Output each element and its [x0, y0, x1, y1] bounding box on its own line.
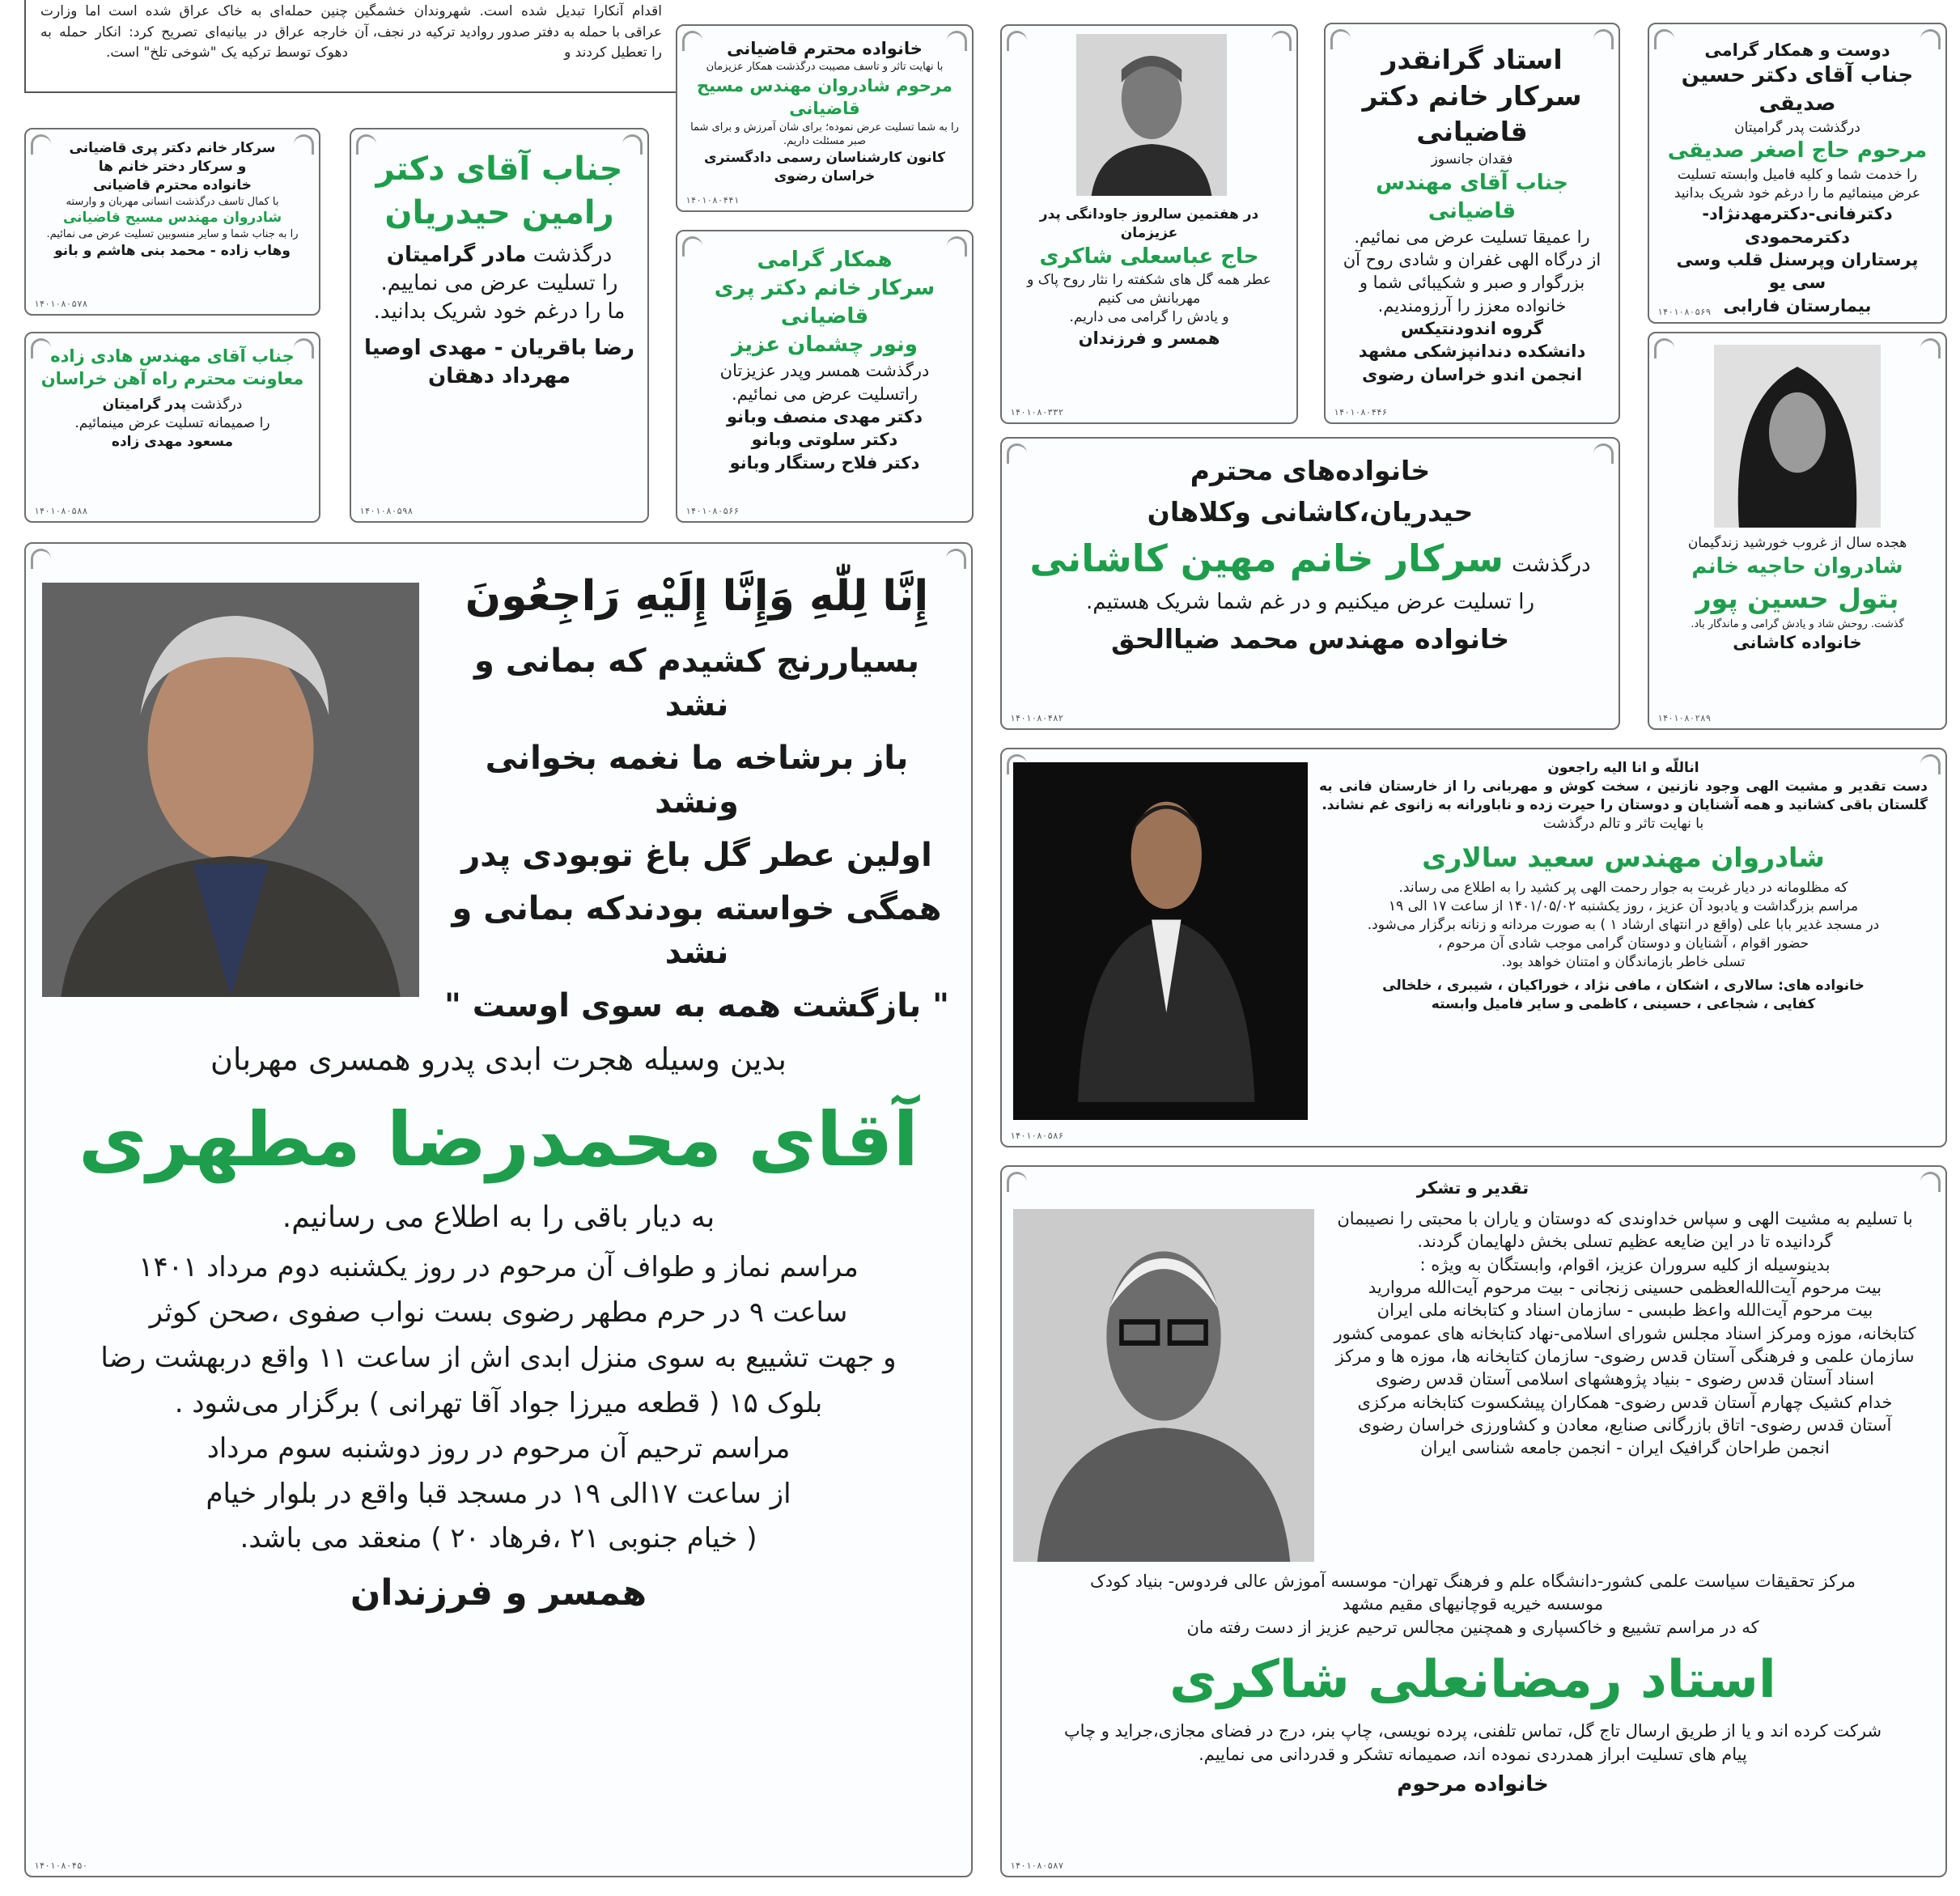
condolence-ad-motahari	[24, 542, 973, 1877]
ad-text: و یادش را گرامی می داریم.	[1069, 308, 1229, 325]
ad-heading: جناب آقای دکتر	[375, 151, 623, 188]
ad-signature: رضا باقریان - مهدی اوصیا	[364, 336, 634, 361]
ad-text-part: پدر گرامیتان	[102, 396, 187, 413]
ad-body-line: سازمان علمی و فرهنگی آستان قدس رضوی- سازمان کتابخانه ها، موزه ها و مرکز	[1335, 1347, 1915, 1367]
ad-body-line: گردانیده تا در این ضایعه عظیم تسلی بخش دلهایمان گردند.	[1417, 1232, 1833, 1252]
ad-code: ۱۴۰۱۰۸۰۵۷۸	[34, 299, 88, 309]
ad-recipient: و سرکار دختر خانم ها	[98, 158, 247, 175]
ad-deceased-name: حاج عباسعلی شاکری	[1039, 244, 1259, 269]
ad-signature: انجمن اندو خراسان رضوی	[1361, 364, 1583, 384]
condolence-ad-sadighi	[1648, 23, 1947, 324]
ad-heading: دوست و همکار گرامی	[1704, 40, 1890, 60]
portrait-icon	[42, 583, 419, 997]
ad-text: را به شما تسلیت عرض نموده؛ برای شان آمرزش و برای شما صبر مسئلت داریم.	[690, 121, 959, 148]
ad-signature: همسر و فرزندان	[350, 1572, 647, 1614]
ad-recipient: معاونت محترم راه آهن خراسان	[40, 369, 304, 389]
ad-text: را خدمت شما و کلیه فامیل وابسته تسلیت عرض مینمائیم ما را درغم خود شریک بدانید	[1674, 166, 1921, 201]
ad-recipient: جناب آقای دکتر حسین صدیقی	[1681, 63, 1914, 117]
ad-text: تسلی خاطر بازماندگان و امتنان خواهد بود.	[1501, 954, 1746, 971]
ad-text: درگذشت همسر وپدر عزیزتان	[719, 361, 930, 381]
ad-body-line: خدام کشیک چهارم آستان قدس رضوی- همکاران پیشکسوت کتابخانه مرکزی	[1357, 1392, 1893, 1412]
ad-text: را تسلیت عرض می نماییم.	[380, 271, 618, 296]
news-column-left: چنین حمله‌ای به خاک عراق شده است اما وزارت خارجه عراق در بیانیه‌ای تصریح کرد: انکار حمله به دهوک توسط ترکیه یک "شوخی تلخ" است.	[40, 3, 348, 61]
quran-verse: إِنَّا لِلّٰهِ وَإِنَّا إِلَيْهِ رَاجِعُونَ	[465, 572, 929, 621]
ad-code: ۱۴۰۱۰۸۰۳۳۲	[1010, 407, 1064, 418]
ad-body-line: ساعت ۹ در حرم مطهر رضوی بست نواب صفوی ،صحن کوثر	[149, 1296, 848, 1329]
news-fragment	[24, 0, 678, 93]
ad-code: ۱۴۰۱۰۸۰۴۴۱	[685, 195, 740, 206]
ad-body-line: آستان قدس رضوی- اتاق بازرگانی صنایع، معادن و کشاورزی خراسان رضوی	[1358, 1415, 1892, 1436]
ad-deceased-name: مرحوم حاج اصغر صدیقی	[1667, 138, 1928, 163]
ad-signature: مهرداد دهقان	[427, 364, 571, 389]
ad-text: را عمیقا تسلیت عرض می نمائیم.	[1354, 227, 1590, 247]
ad-signature: خانواده مرحوم	[1397, 1772, 1549, 1797]
ad-text: به دیار باقی را به اطلاع می رسانیم.	[282, 1201, 715, 1235]
ad-body-line: بیت مرحوم آیت‌الله‌العظمی حسینی زنجانی - بیت مرحوم آیت‌الله مروارید	[1368, 1278, 1882, 1298]
ad-code: ۱۴۰۱۰۸۰۵۸۸	[34, 506, 88, 516]
ad-deceased-name: بتول حسین پور	[1695, 583, 1899, 615]
ad-recipient: سرکار خانم دکتر پری قاضیانی	[69, 140, 276, 156]
condolence-ad-kashani	[1000, 437, 1620, 730]
ad-text: دست تقدیر و مشیت الهی وجود نازنین ، سخت کوش و مهربانی را از خارستان فانی به گلستان باقی کشانید و همه آشنایان و دوستان را حیرت زده و ناباورانه به زانوی غم نشاند.	[1319, 778, 1928, 813]
news-column-right: اقدام آنکارا تبدیل شده است. شهروندان خشمگین عراقی با حمله به دفتر صدور روادید ترکیه در نجف، آن را تعطیل کردند و	[354, 3, 662, 61]
condolence-ad-hadizadeh	[24, 332, 320, 523]
ad-recipient: ونور چشمان عزیز	[732, 333, 918, 358]
condolence-ad-shakeri-anniversary	[1000, 24, 1298, 424]
ad-body-line: اسناد آستان قدس رضوی - بنیاد پژوهشهای اسلامی آستان قدس رضوی	[1376, 1369, 1874, 1389]
condolence-ad-colleague	[676, 230, 974, 523]
ad-signature: دانشکده دندانپزشکی مشهد	[1358, 341, 1586, 362]
ad-signature: کفایی ، شجاعی ، حسینی ، کاظمی و سایر فامیل وابسته	[1431, 995, 1816, 1012]
ad-code: ۱۴۰۱۰۸۰۵۸۷	[1010, 1860, 1064, 1871]
ad-body-line: شرکت کرده اند و یا از طریق ارسال تاج گل، تماس تلفنی، پرده نویسی، چاپ بنر، درج در فضای مجازی،جراید و چاپ	[1063, 1721, 1882, 1741]
poem-line: " بازگشت همه به سوی اوست "	[443, 987, 950, 1025]
condolence-ad-ostad-ghaziani	[1324, 23, 1620, 424]
portrait-icon	[1076, 34, 1227, 196]
ad-text: راتسلیت عرض می نمائیم.	[732, 384, 918, 404]
ad-text: را صمیمانه تسلیت عرض مینمائیم.	[74, 414, 270, 431]
ad-text-part: مادر گرامیتان	[386, 243, 527, 267]
ad-deceased-name: شادروان مهندس مسیح قاضیانی	[62, 210, 282, 227]
ad-deceased-name: جناب آقای مهندس قاضیانی	[1376, 170, 1568, 223]
ad-recipient: رامین حیدریان	[384, 194, 614, 231]
condolence-ad-salari	[1000, 748, 1947, 1147]
ad-code: ۱۴۰۱۰۸۰۵۶۶	[685, 506, 740, 516]
ad-body-line: بلوک ۱۵ ( قطعه میرزا جواد آقا تهرانی ) برگزار می‌شود .	[174, 1386, 823, 1419]
portrait-icon	[1714, 345, 1881, 528]
condolence-ad-ghaziani-family	[676, 24, 974, 212]
ad-signature: همسر و فرزندان	[1078, 328, 1220, 348]
ad-text: با نهایت تاثر و تالم درگذشت	[1542, 815, 1704, 832]
ad-text: عطر همه گل های شکفته را نثار روح پاک و مهربانش می کنیم	[1027, 271, 1271, 307]
ad-text-part: درگذشت	[1512, 553, 1591, 578]
portrait-icon	[1013, 1209, 1314, 1562]
ad-signature: مسعود مهدی زاده	[111, 433, 234, 450]
portrait-photo	[1076, 34, 1227, 196]
ad-signature: خانواده های: سالاری ، اشکان ، مافی نژاد ، خوراکیان ، شیبری ، خلخالی	[1382, 977, 1865, 994]
ad-signature: دکترفانی-دکترمهدنژاد-دکترمحمودی	[1702, 204, 1893, 247]
ad-intro: بدین وسیله هجرت ابدی پدرو همسری مهربان	[210, 1041, 787, 1077]
ad-heading: همکار گرامی	[757, 248, 893, 272]
portrait-photo	[42, 583, 419, 997]
ad-body-line: ( خیام جنوبی ۲۱ ،فرهاد ۲۰ ) منعقد می باشد.	[240, 1522, 757, 1555]
ad-text: فقدان جانسوز	[1431, 151, 1513, 168]
condolence-ad-pari-ghaziani	[24, 128, 320, 316]
ad-signature: دکتر مهدی منصف وبانو	[727, 407, 923, 427]
ad-heading: استاد گرانقدر	[1381, 44, 1563, 75]
ad-signature: بیمارستان فارابی	[1723, 295, 1872, 316]
ad-code: ۱۴۰۱۰۸۰۵۸۶	[1010, 1130, 1064, 1141]
ad-signature: گروه اندودنتیکس	[1400, 319, 1543, 339]
condolence-ad-batool	[1648, 332, 1947, 730]
portrait-photo	[1013, 762, 1308, 1120]
ad-code: ۱۴۰۱۰۸۰۲۸۹	[1657, 713, 1712, 723]
ad-code: ۱۴۰۱۰۸۰۵۹۸	[359, 506, 414, 516]
ad-deceased-name: سرکار خانم مهین کاشانی	[1029, 537, 1504, 581]
ad-text: که مظلومانه در دیار غربت به جوار رحمت الهی پر کشید را به اطلاع می رساند.	[1398, 880, 1848, 897]
ad-text: گذشت. روحش شاد و یادش گرامی و ماندگار باد.	[1691, 617, 1904, 630]
portrait-photo	[1714, 345, 1881, 528]
ad-text-part: درگذشت	[186, 396, 243, 413]
ad-text: هجده سال از غروب خورشید زندگیمان	[1687, 535, 1907, 551]
ad-text: ما را درغم خود شریک بدانید.	[373, 299, 626, 324]
ad-text: را تسلیت عرض میکنیم و در غم شما شریک هستیم.	[1085, 590, 1535, 615]
ad-body-line: با تسلیم به مشیت الهی و سپاس خداوندی که دوستان و یاران با محبتی را نصیبمان	[1337, 1209, 1913, 1228]
ad-body-line: مراسم ترحیم آن مرحوم در روز دوشنبه سوم مرداد	[206, 1432, 791, 1465]
ad-body-line: از ساعت ۱۷الی ۱۹ در مسجد قبا واقع در بلوار خیام	[206, 1477, 791, 1510]
ad-body-line: انجمن طراحان گرافیک ایران - انجمن جامعه شناسی ایران	[1420, 1438, 1830, 1458]
ad-body-line: مرکز تحقیقات سیاست علمی کشور-دانشگاه علم و فرهنگ تهران- موسسه آموزش عالی فردوس- بنیاد کودک	[1090, 1572, 1856, 1591]
ad-recipient: سرکار خانم دکتر قاضیانی	[1362, 79, 1582, 148]
ad-signature: دکتر سلوتی وبانو	[751, 430, 898, 450]
ad-code: ۱۴۰۱۰۸۰۴۴۶	[1334, 407, 1388, 418]
ad-signature: خانواده مهندس محمد ضیاالحق	[1110, 623, 1510, 655]
ad-signature: پرستاران وپرسنل قلب وسی سی یو	[1676, 250, 1919, 293]
ad-deceased-name: آقای محمدرضا مطهری	[78, 1096, 919, 1184]
ad-recipient: شادروان حاجیه خانم	[1691, 554, 1903, 579]
ad-text: حضور اقوام ، آشنایان و دوستان گرامی موجب شادی آن مرحوم ،	[1437, 935, 1809, 952]
ad-recipient: حیدریان،کاشانی وکلاهان	[1147, 495, 1474, 528]
ad-deceased-name: مرحوم شادروان مهندس مسیح قاضیانی	[697, 75, 952, 119]
ad-body-line: موسسه خیریه قوچانیهای مقیم مشهد	[1342, 1594, 1604, 1614]
ad-recipient: خانواده محترم قاضیانی	[727, 39, 923, 58]
ad-signature: دکتر فلاح رستگار وبانو	[729, 452, 920, 473]
ad-text: با نهایت تاثر و تاسف مصیبت درگذشت همکار عزیزمان	[706, 61, 944, 74]
ad-text: در مسجد غدیر بابا علی (واقع در انتهای ارشاد ۱ ) به صورت مردانه و زنانه برگزار می‌شود.	[1367, 917, 1880, 934]
portrait-photo	[1013, 1209, 1314, 1562]
ad-recipient: سرکار خانم دکتر پری قاضیانی	[714, 276, 935, 329]
ad-text	[1021, 533, 1599, 583]
ad-body-line: بیت مرحوم آیت‌الله واعظ طبسی - سازمان اسناد و کتابخانه ملی ایران	[1377, 1300, 1873, 1321]
ad-text: درگذشت پدر گرامیتان	[1734, 119, 1860, 136]
ad-text: مراسم بزرگداشت و یادبود آن عزیز ، روز یکشنبه ۱۴۰۱/۰۵/۰۲ از ساعت ۱۷ الی ۱۹	[1388, 898, 1859, 915]
poem-line: اولین عطر گل باغ توبودی پدر	[461, 837, 932, 875]
poem-line: همگی خواسته بودندکه بمانی و نشد	[452, 890, 942, 972]
ad-code: ۱۴۰۱۰۸۰۴۵۰	[34, 1860, 88, 1871]
ad-text: با کمال تاسف درگذشت انسانی مهربان و وارسته	[66, 195, 279, 208]
appreciation-ad-shakeri	[1000, 1165, 1947, 1877]
ad-body-line: بدینوسیله از کلیه سروران عزیز، اقوام، وابستگان به ویژه :	[1419, 1254, 1831, 1275]
poem-line: بسیاررنج کشیدم که بمانی و نشد	[473, 643, 920, 724]
ad-body-line: که در مراسم تشییع و خاکسپاری و همچنین مجالس ترحیم عزیز از دست رفته مان	[1186, 1617, 1759, 1637]
ad-heading: خانواده‌های محترم	[1190, 455, 1431, 486]
ad-text	[363, 241, 636, 269]
ad-text: را به جناب شما و سایر منسوبین تسلیت عرض می نمائیم.	[46, 228, 299, 241]
ad-deceased-name: استاد رمضانعلی شاکری	[1169, 1650, 1776, 1711]
ad-recipient: جناب آقای مهندس هادی زاده	[50, 346, 295, 366]
condolence-ad-heydarian	[350, 128, 649, 523]
poem-line: باز برشاخه ما نغمه بخوانی ونشد	[485, 740, 909, 821]
ad-text: در هفتمین سالروز جاودانگی پدر عزیزمان	[1039, 206, 1259, 241]
ad-code: ۱۴۰۱۰۸۰۴۸۲	[1010, 713, 1064, 723]
portrait-icon	[1013, 762, 1308, 1120]
ad-code: ۱۴۰۱۰۸۰۵۶۹	[1657, 307, 1712, 317]
ad-text-part: درگذشت	[526, 243, 613, 267]
ad-heading: اناللّه و انا الیه راجعون	[1547, 760, 1699, 776]
ad-body-line: کتابخانه، موزه ومرکز اسناد مجلس شورای اسلامی-نهاد کتابخانه های عمومی کشور	[1334, 1323, 1916, 1343]
ad-signature: خانواده کاشانی	[1733, 633, 1862, 653]
ad-body-line: و جهت تشییع به سوی منزل ابدی اش از ساعت ۱۱ واقع دربهشت رضا	[100, 1341, 897, 1374]
ad-text: از درگاه الهی غفران و شادی روح آن بزرگوار و صبر و شکیبائی شما و خانواده معزز را آرزومندیم.	[1343, 250, 1602, 316]
ad-deceased-name: شادروان مهندس سعید سالاری	[1422, 841, 1825, 873]
ad-text	[36, 396, 309, 414]
ad-body-line: مراسم نماز و طواف آن مرحوم در روز یکشنبه دوم مرداد ۱۴۰۱	[138, 1251, 859, 1284]
ad-recipient: خانواده محترم قاضیانی	[93, 176, 252, 193]
ad-signature: وهاب زاده - محمد بنی هاشم و بانو	[54, 242, 291, 259]
ad-heading: تقدیر و تشکر	[1416, 1178, 1529, 1198]
ad-body-line: پیام های تسلیت ابراز همدردی نموده اند، صمیمانه تشکر و قدردانی می نماییم.	[1198, 1744, 1747, 1764]
ad-signature: کانون کارشناسان رسمی دادگستری خراسان رضوی	[704, 149, 945, 185]
